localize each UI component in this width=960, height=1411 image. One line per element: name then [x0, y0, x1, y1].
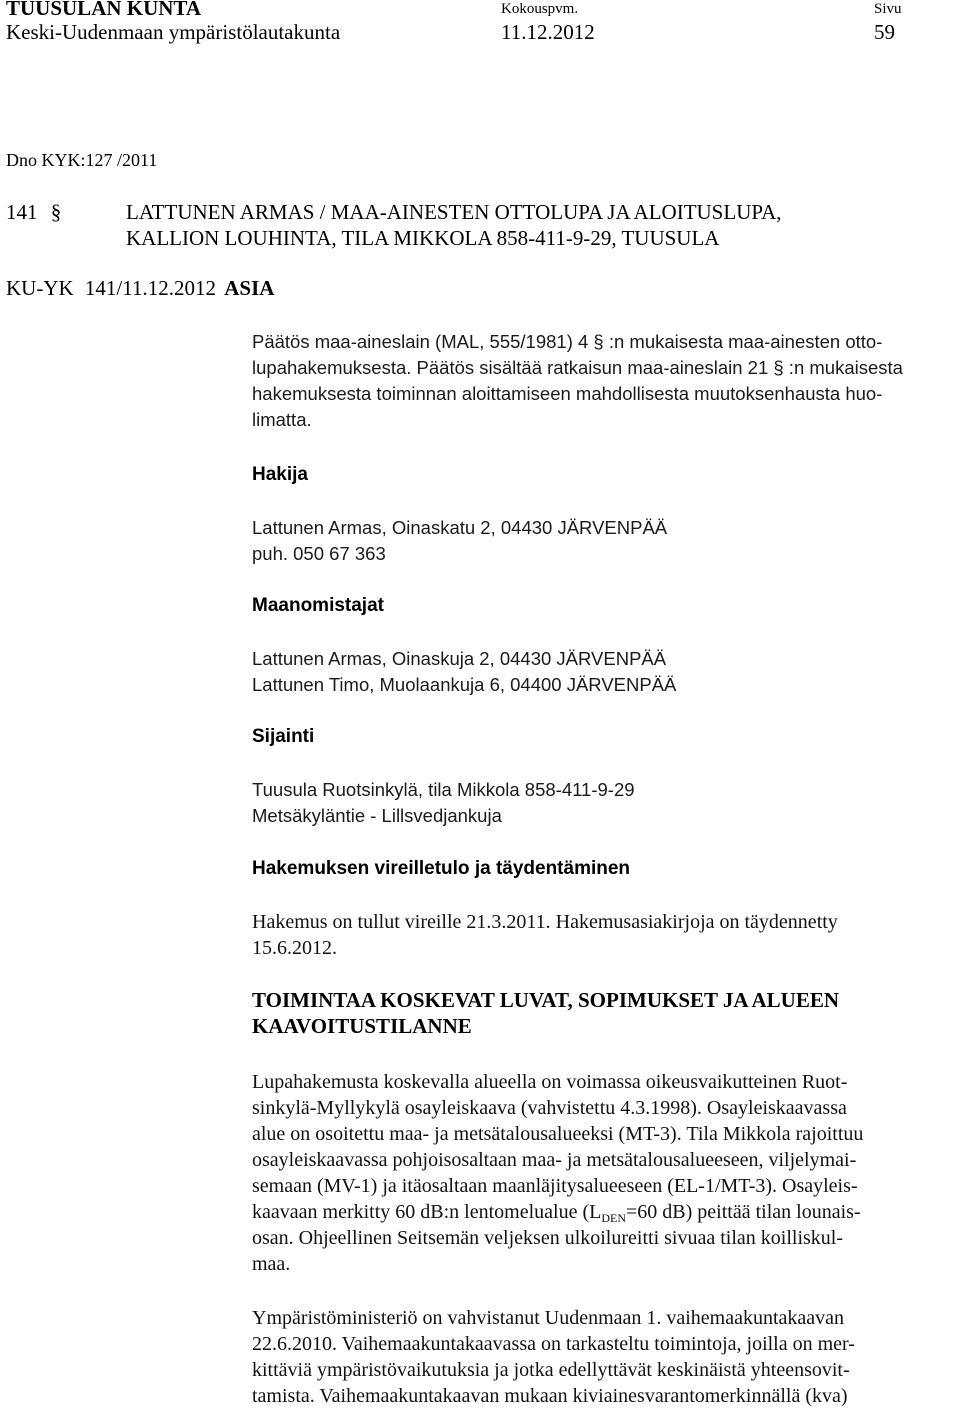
submission-heading: Hakemuksen vireilletulo ja täydentäminen: [252, 858, 631, 879]
municipality-name: TUUSULAN KUNTA: [6, 0, 202, 20]
zoning-line: osan. Ohjeellinen Seitsemän veljeksen ulkoilureitti sivuaa tilan koilliskul-: [252, 1227, 843, 1249]
case-ref-value: 141/11.12.2012: [84, 276, 216, 300]
intro-line: limatta.: [252, 409, 312, 430]
owners-heading: Maanomistajat: [252, 595, 384, 616]
intro-line: hakemuksesta toiminnan aloittamiseen mahdollisesta muutoksenhausta huo-: [252, 383, 883, 404]
case-reference: [6, 276, 274, 301]
zoning-line: alue on osoitettu maa- ja metsätalousalueeksi (MT-3). Tila Mikkola rajoittuu: [252, 1123, 864, 1145]
owners-list: [252, 646, 952, 698]
permits-heading-line-2: KAAVOITUSTILANNE: [252, 1014, 472, 1038]
owner-entry: Lattunen Armas, Oinaskuja 2, 04430 JÄRVENPÄÄ: [252, 648, 667, 669]
case-title-line-2: KALLION LOUHINTA, TILA MIKKOLA 858-411-9-29, TUUSULA: [126, 226, 720, 250]
permits-heading-line-1: TOIMINTAA KOSKEVAT LUVAT, SOPIMUKSET JA ALUEEN: [252, 988, 839, 1012]
case-title-line-1: LATTUNEN ARMAS / MAA-AINESTEN OTTOLUPA JA ALOITUSLUPA,: [126, 200, 782, 224]
zoning-line: semaan (MV-1) ja itäosaltaan maanläjitysalueeseen (EL-1/MT-3). Osayleis-: [252, 1175, 858, 1197]
regional-plan-line: kittäviä ympäristövaikutuksia ja jotka edellyttävät keskinäistä yhteensovit-: [252, 1359, 850, 1381]
location-details: [252, 777, 952, 829]
zoning-line: maa.: [252, 1253, 291, 1275]
section-symbol: §: [50, 200, 62, 224]
submission-line: 15.6.2012.: [252, 937, 337, 959]
zoning-paragraph: [252, 1069, 952, 1277]
case-ref-prefix: KU-YK: [6, 276, 74, 300]
dno-reference: Dno KYK:127 /2011: [6, 150, 158, 170]
owner-entry: Lattunen Timo, Muolaankuja 6, 04400 JÄRVENPÄÄ: [252, 674, 677, 695]
zoning-noise-subscript: DEN: [601, 1211, 627, 1225]
zoning-line-noise: [252, 1199, 952, 1225]
applicant-heading: Hakija: [252, 464, 308, 485]
regional-plan-line: Ympäristöministeriö on vahvistanut Uudenmaan 1. vaihemaakuntakaavan: [252, 1307, 845, 1329]
applicant-address: Lattunen Armas, Oinaskatu 2, 04430 JÄRVENPÄÄ: [252, 517, 668, 538]
zoning-line: Lupahakemusta koskevalla alueella on voimassa oikeusvaikutteinen Ruot-: [252, 1071, 848, 1093]
meeting-date: 11.12.2012: [501, 20, 595, 44]
intro-line: lupahakemuksesta. Päätös sisältää ratkaisun maa-aineslain 21 § :n mukaisesta: [252, 357, 903, 378]
case-ref-bold: ASIA: [224, 276, 275, 300]
zoning-line: sinkylä-Myllykylä osayleiskaava (vahvistettu 4.3.1998). Osayleiskaavassa: [252, 1097, 847, 1119]
case-number-value: 141: [6, 200, 38, 224]
location-line: Tuusula Ruotsinkylä, tila Mikkola 858-411-9-29: [252, 779, 635, 800]
zoning-line: osayleiskaavassa pohjoisosaltaan maa- ja metsätalousalueeseen, viljelymai-: [252, 1149, 857, 1171]
intro-paragraph: [252, 329, 952, 433]
committee-name: Keski-Uudenmaan ympäristölautakunta: [6, 20, 341, 44]
regional-plan-line: tamista. Vaihemaakuntakaavan mukaan kiviainesvarantomerkinnällä (kva): [252, 1385, 848, 1407]
intro-line: Päätös maa-aineslain (MAL, 555/1981) 4 § :n mukaisesta maa-ainesten otto-: [252, 331, 883, 352]
submission-line: Hakemus on tullut vireille 21.3.2011. Hakemusasiakirjoja on täydennetty: [252, 911, 838, 933]
submission-text: [252, 909, 952, 961]
location-heading: Sijainti: [252, 726, 315, 747]
case-number: [6, 200, 61, 225]
regional-plan-line: 22.6.2010. Vaihemaakuntakaavassa on tarkasteltu toimintoja, joilla on mer-: [252, 1333, 855, 1355]
applicant-details: [252, 515, 952, 567]
meeting-date-label: Kokouspvm.: [501, 1, 579, 17]
zoning-noise-text-start: kaavaan merkitty 60 dB:n lentomelualue (L: [252, 1201, 602, 1223]
zoning-noise-text-end: =60 dB) peittää tilan lounais-: [626, 1201, 861, 1223]
page-label: Sivu: [874, 1, 902, 17]
page-number: 59: [874, 20, 895, 44]
applicant-phone: puh. 050 67 363: [252, 543, 386, 564]
regional-plan-paragraph: [252, 1305, 952, 1409]
location-line: Metsäkyläntie - Lillsvedjankuja: [252, 805, 502, 826]
